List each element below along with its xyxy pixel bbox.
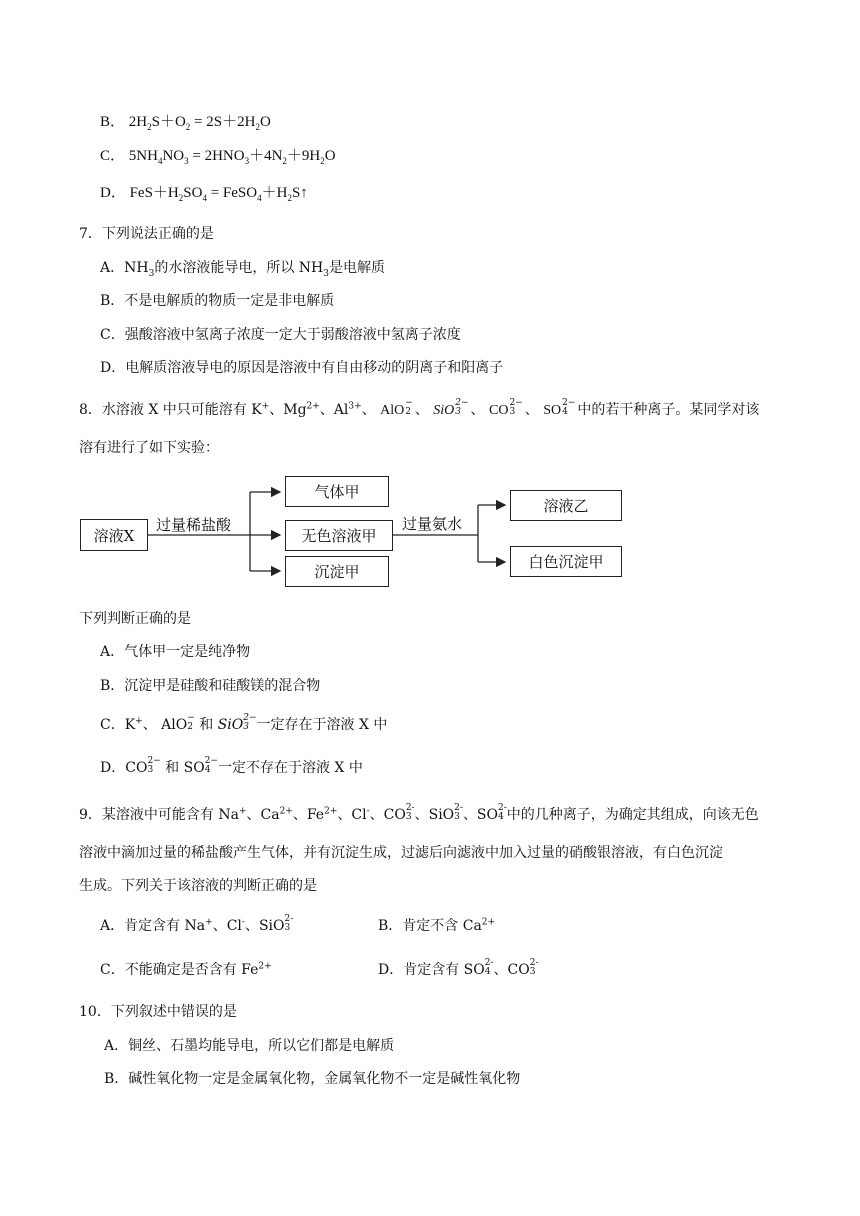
flow-diagram-arrows [0, 0, 860, 600]
ion-base: AlO [380, 403, 405, 418]
ion-sub: 4 [204, 765, 211, 775]
q8-option-a: A．气体甲一定是纯净物 [100, 644, 251, 660]
ion-base: SiO [217, 717, 244, 733]
formula-part: SO [183, 185, 203, 201]
separator: 、 [361, 402, 376, 418]
formula-sub: 2 [185, 122, 191, 132]
formula-part: S↑ [291, 185, 308, 201]
formula-sup: - [241, 917, 245, 928]
text-part: 、SiO [414, 807, 455, 823]
formula-sub: 2 [287, 193, 292, 203]
text-part: 是电解质 [328, 260, 385, 276]
ion-base: CO [125, 760, 148, 776]
formula-sub: 2 [255, 122, 260, 132]
ion-sub: 3 [405, 812, 412, 822]
ion-sub: 3 [455, 407, 461, 417]
formula-sub: 4 [257, 193, 262, 203]
q8-option-c [100, 715, 387, 735]
ion-charge: 2− [509, 398, 523, 408]
text-part: 、CO [493, 962, 530, 978]
ion-charge: 2- [284, 914, 294, 924]
q8-option-b: B．沉淀甲是硅酸和硅酸镁的混合物 [100, 678, 321, 694]
text-part: C．不能确定是否含有 Fe [100, 962, 259, 978]
ion-sub: 2 [187, 722, 193, 732]
formula-part: ＋H [261, 185, 288, 201]
ion-sub: 3 [509, 407, 516, 417]
formula-sub: 4 [157, 156, 163, 166]
text-part: 中的几种离子，为确定其组成，向该无色 [506, 807, 759, 823]
formula-sub: 2 [282, 156, 287, 166]
text-part: 的水溶液能导电，所以 NH [154, 260, 324, 276]
option-label: D． [100, 185, 126, 201]
formula-part: ＋9H [286, 148, 321, 164]
text-part: 、Cl [337, 807, 367, 823]
formula-part: 5NH [128, 148, 158, 164]
text-part: A．肯定含有 Na [100, 918, 206, 934]
formula-part: = 2S＋2H [190, 114, 256, 130]
formula-sup: 2+ [258, 961, 272, 972]
formula-part: ＋4N [249, 148, 283, 164]
q10-option-a: A．铜丝、石墨均能导电，所以它们都是电解质 [104, 1038, 395, 1054]
ion-sub: 4 [498, 812, 504, 822]
text-part: 、Mg [269, 402, 307, 418]
formula-sub: 3 [244, 156, 250, 166]
text-part: 、SO [462, 807, 499, 823]
separator: 、 [414, 402, 429, 418]
ion-charge: 2- [498, 803, 507, 813]
formula-sub: 4 [202, 193, 207, 203]
option-label: A． [100, 260, 125, 276]
formula-sub: 3 [323, 268, 329, 279]
text-part: 、Ca [246, 807, 280, 823]
q9-stem-line3: 生成。下列关于该溶液的判断正确的是 [79, 878, 317, 894]
separator: 、 [524, 402, 539, 418]
ion-charge: 2− [562, 398, 576, 408]
box-colorless-solution-jia: 无色溶液甲 [285, 520, 393, 551]
text-part: 、Al [319, 402, 349, 418]
label-reagent-ammonia: 过量氨水 [402, 515, 463, 533]
box-gas-jia: 气体甲 [285, 476, 389, 507]
formula-part: S＋O [151, 114, 186, 130]
formula-part: FeS＋H [129, 185, 179, 201]
ion-charge: 2- [529, 958, 539, 968]
option-label: B． [100, 114, 126, 130]
q9-option-a [100, 916, 293, 936]
ion-sub: 3 [529, 967, 536, 977]
formula-part: 2H [128, 114, 148, 130]
text-part: 、SiO [244, 918, 285, 934]
box-precipitate-jia: 沉淀甲 [285, 556, 389, 587]
ion-sub: 3 [147, 765, 154, 775]
text-part: 8．水溶液 X 中只可能溶有 K [79, 402, 262, 418]
ion-charge: − [405, 398, 413, 408]
box-white-precipitate-jia: 白色沉淀甲 [510, 546, 622, 577]
text-part: 、Cl [212, 918, 242, 934]
q7-stem: 7．下列说法正确的是 [79, 226, 214, 242]
text-part: 和 SO [160, 760, 205, 776]
ion-charge: 2− [147, 756, 161, 766]
formula-sup: + [135, 716, 143, 727]
text-part: 中的若干种离子。某同学对该 [577, 402, 760, 418]
ion-charge: 2− [243, 713, 257, 723]
text-part: 、 AlO [142, 717, 188, 733]
text-part: C．K [100, 717, 136, 733]
q8-judge-stem: 下列判断正确的是 [79, 611, 191, 627]
q9-stem-line1 [79, 805, 759, 825]
formula-sub: 2 [320, 156, 325, 166]
q7-option-b: B．不是电解质的物质一定是非电解质 [100, 293, 335, 309]
q10-option-b: B．碱性氧化物一定是金属氧化物，金属氧化物不一定是碱性氧化物 [104, 1071, 521, 1087]
ion-sub: 4 [484, 967, 491, 977]
text-part: 、Fe [292, 807, 325, 823]
formula-part: = FeSO [206, 185, 258, 201]
ion-sub: 4 [562, 407, 568, 417]
text-part: 、CO [369, 807, 406, 823]
formula-sub: 3 [148, 268, 155, 279]
box-solution-x: 溶液X [80, 519, 148, 551]
ion-sub: 2 [405, 407, 411, 417]
ion-charge: 2- [405, 803, 415, 813]
ion-sub: 3 [284, 923, 291, 933]
q9-option-d [378, 960, 539, 980]
ion-charge: 2- [484, 958, 494, 968]
text-part: D．肯定含有 SO [378, 962, 485, 978]
q8-stem-line2: 溶有进行了如下实验： [79, 440, 219, 456]
formula-sup: 2+ [324, 806, 338, 817]
ion-sub: 3 [454, 812, 460, 822]
text-part: D． [100, 760, 126, 776]
ion-charge: 2− [204, 756, 218, 766]
ion-base: CO [489, 403, 509, 418]
formula-part: NO [162, 148, 185, 164]
separator: 、 [470, 402, 485, 418]
formula-sup: - [366, 806, 370, 817]
formula-sub: 2 [147, 122, 152, 132]
formula-sup: 2+ [279, 806, 293, 817]
q9-stem-line2: 溶液中滴加过量的稀盐酸产生气体，并有沉淀生成，过滤后向滤液中加入过量的硝酸银溶液，有白色沉淀 [79, 845, 723, 861]
q10-stem: 10．下列叙述中错误的是 [79, 1004, 237, 1020]
q7-option-d: D．电解质溶液导电的原因是溶液中有自由移动的阴离子和阳离子 [100, 360, 504, 376]
formula-sup: 2+ [306, 401, 320, 412]
ion-base: SO [543, 403, 562, 418]
box-solution-yi: 溶液乙 [510, 490, 622, 521]
text-part: 一定存在于溶液 X 中 [256, 717, 388, 733]
formula-part: O [259, 114, 271, 130]
formula-sup: + [205, 917, 213, 928]
formula-sub: 3 [184, 156, 189, 166]
text-part: 和 [194, 717, 218, 733]
text-part: 一定不存在于溶液 X 中 [217, 760, 363, 776]
ion-charge: 2- [454, 803, 463, 813]
label-reagent-hcl: 过量稀盐酸 [156, 516, 232, 534]
formula-sub: 2 [178, 193, 184, 203]
q9-option-b [378, 916, 495, 936]
formula-sup: + [261, 401, 270, 412]
ion-charge: 2− [455, 398, 469, 408]
formula-sup: + [238, 806, 247, 817]
ion-sub: 3 [243, 722, 249, 732]
formula-sup: 3+ [348, 401, 362, 412]
text-part: 9．某溶液中可能含有 Na [79, 807, 239, 823]
formula-part: O [324, 148, 336, 164]
text-part: NH [124, 260, 149, 276]
q8-option-d [100, 758, 363, 778]
option-label: C． [100, 148, 126, 164]
q7-option-c: C．强酸溶液中氢离子浓度一定大于弱酸溶液中氢离子浓度 [100, 327, 461, 343]
formula-sup: 2+ [481, 917, 496, 928]
ion-charge: − [187, 713, 195, 723]
ion-base: SiO [433, 403, 455, 418]
text-part: B．肯定不含 Ca [378, 918, 482, 934]
q9-option-c [100, 960, 272, 980]
formula-part: = 2HNO [188, 148, 245, 164]
